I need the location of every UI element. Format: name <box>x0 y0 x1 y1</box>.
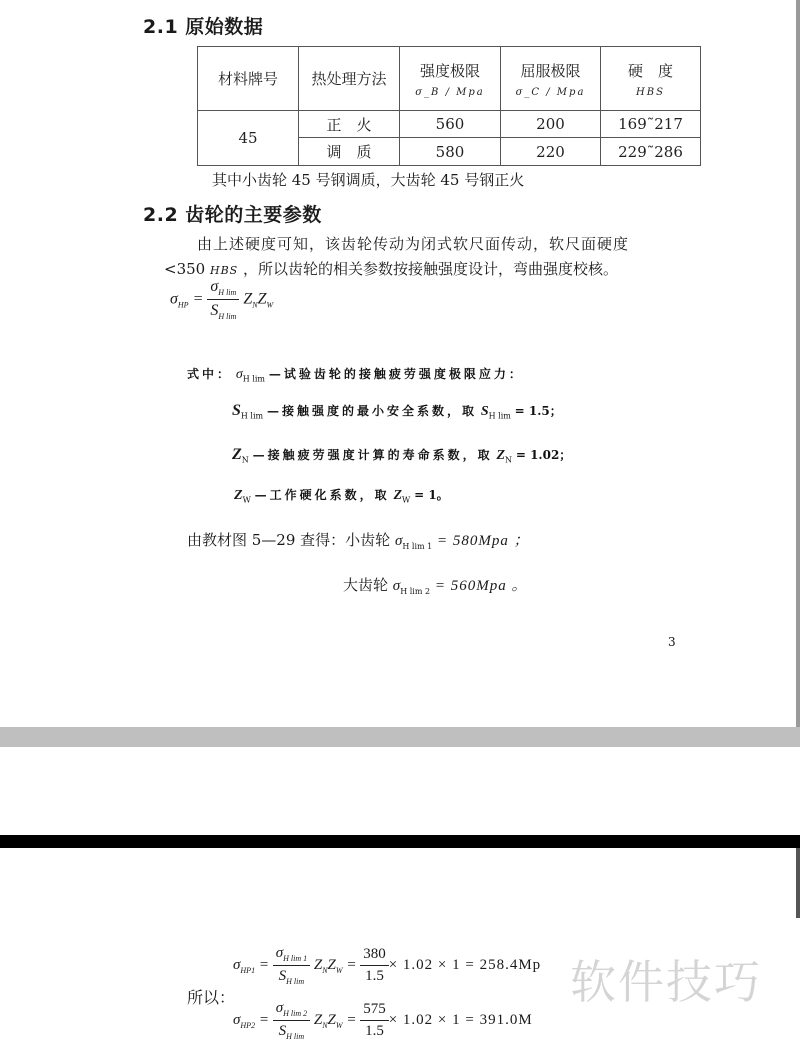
page-edge-bottom <box>796 848 800 918</box>
lookup-large-gear: 大齿轮 $\sigma_{H lim 2} = 560Mpa$ 。 <box>343 576 528 596</box>
cell-hardness: 229˜286 <box>601 138 701 166</box>
header-yield-limit: 屈服极限 σ_C / Mpa <box>501 47 601 111</box>
header-heat-treatment: 热处理方法 <box>299 47 400 111</box>
page-number: 3 <box>668 635 676 649</box>
cell-yield: 220 <box>501 138 601 166</box>
where-item-sigma: 式中： $\sigma_{H lim}$ —试验齿轮的接触疲劳强度极限应力： <box>187 367 524 384</box>
section-heading-2-1: 2.1 原始数据 <box>143 16 264 38</box>
paragraph-line-2: <350 HBS ，所以齿轮的相关参数按接触强度设计，弯曲强度校核。 <box>164 260 618 278</box>
page-separator-black <box>0 835 800 848</box>
yield-unit: σ_C / Mpa <box>515 86 586 98</box>
strength-unit: σ_B / Mpa <box>415 86 485 98</box>
equation-sigma-hp1: $\sigma_{HP1}$ = $\frac{\sigma_{H lim 1}}{S_{H lim}}$ $Z_NZ_W$ = $\frac{380}{1.5}$ × 1.02 × 1 = 258.4Mp <box>233 945 542 986</box>
where-item-zw: $Z_W$ —工作硬化系数，取 $Z_W = 1$。 <box>234 488 449 505</box>
cell-strength: 560 <box>400 111 501 138</box>
lookup-small-gear: 由教材图 5—29 查得：小齿轮 $\sigma_{H lim 1} = 580Mpa$ ； <box>187 531 530 551</box>
cell-yield: 200 <box>501 111 601 138</box>
formula-sigma-hp: $\sigma_{HP}$ = $\frac{\sigma_{H lim}}{S_{H lim}}$ $Z_NZ_W$ <box>170 278 274 322</box>
table-note: 其中小齿轮 45 号钢调质，大齿轮 45 号钢正火 <box>212 171 525 189</box>
fraction: $\frac{\sigma_{H lim}}{S_{H lim}}$ <box>207 278 239 321</box>
table-row <box>198 111 701 138</box>
table-header-row <box>198 47 701 111</box>
page-edge-top <box>796 0 800 727</box>
cell-heat-treatment: 调 质 <box>299 138 400 166</box>
cell-material: 45 <box>198 111 299 166</box>
watermark: 软件技巧 <box>570 955 762 1009</box>
cell-heat-treatment: 正 火 <box>299 111 400 138</box>
header-material: 材料牌号 <box>198 47 299 111</box>
page-separator-gray <box>0 727 800 747</box>
header-hardness: 硬 度 HBS <box>601 47 701 111</box>
material-properties-table <box>197 46 701 166</box>
where-item-s: $S_{H lim}$ —接触强度的最小安全系数，取 $S_{H lim} = 1.5$； <box>232 402 562 421</box>
so-label: 所以： <box>187 988 236 1007</box>
header-strength-limit: 强度极限 σ_B / Mpa <box>400 47 501 111</box>
equation-sigma-hp2: $\sigma_{HP2}$ = $\frac{\sigma_{H lim 2}}{S_{H lim}}$ $Z_NZ_W$ = $\frac{575}{1.5}$ × 1.02 × 1 = 391.0M <box>233 1000 533 1041</box>
hardness-unit: HBS <box>636 86 665 98</box>
cell-strength: 580 <box>400 138 501 166</box>
section-heading-2-2: 2.2 齿轮的主要参数 <box>143 204 322 226</box>
cell-hardness: 169˜217 <box>601 111 701 138</box>
where-item-zn: $Z_N$ —接触疲劳强度计算的寿命系数，取 $Z_N = 1.02$； <box>232 446 572 465</box>
paragraph-line-1: 由上述硬度可知，该齿轮传动为闭式软尺面传动，软尺面硬度 <box>197 235 630 253</box>
